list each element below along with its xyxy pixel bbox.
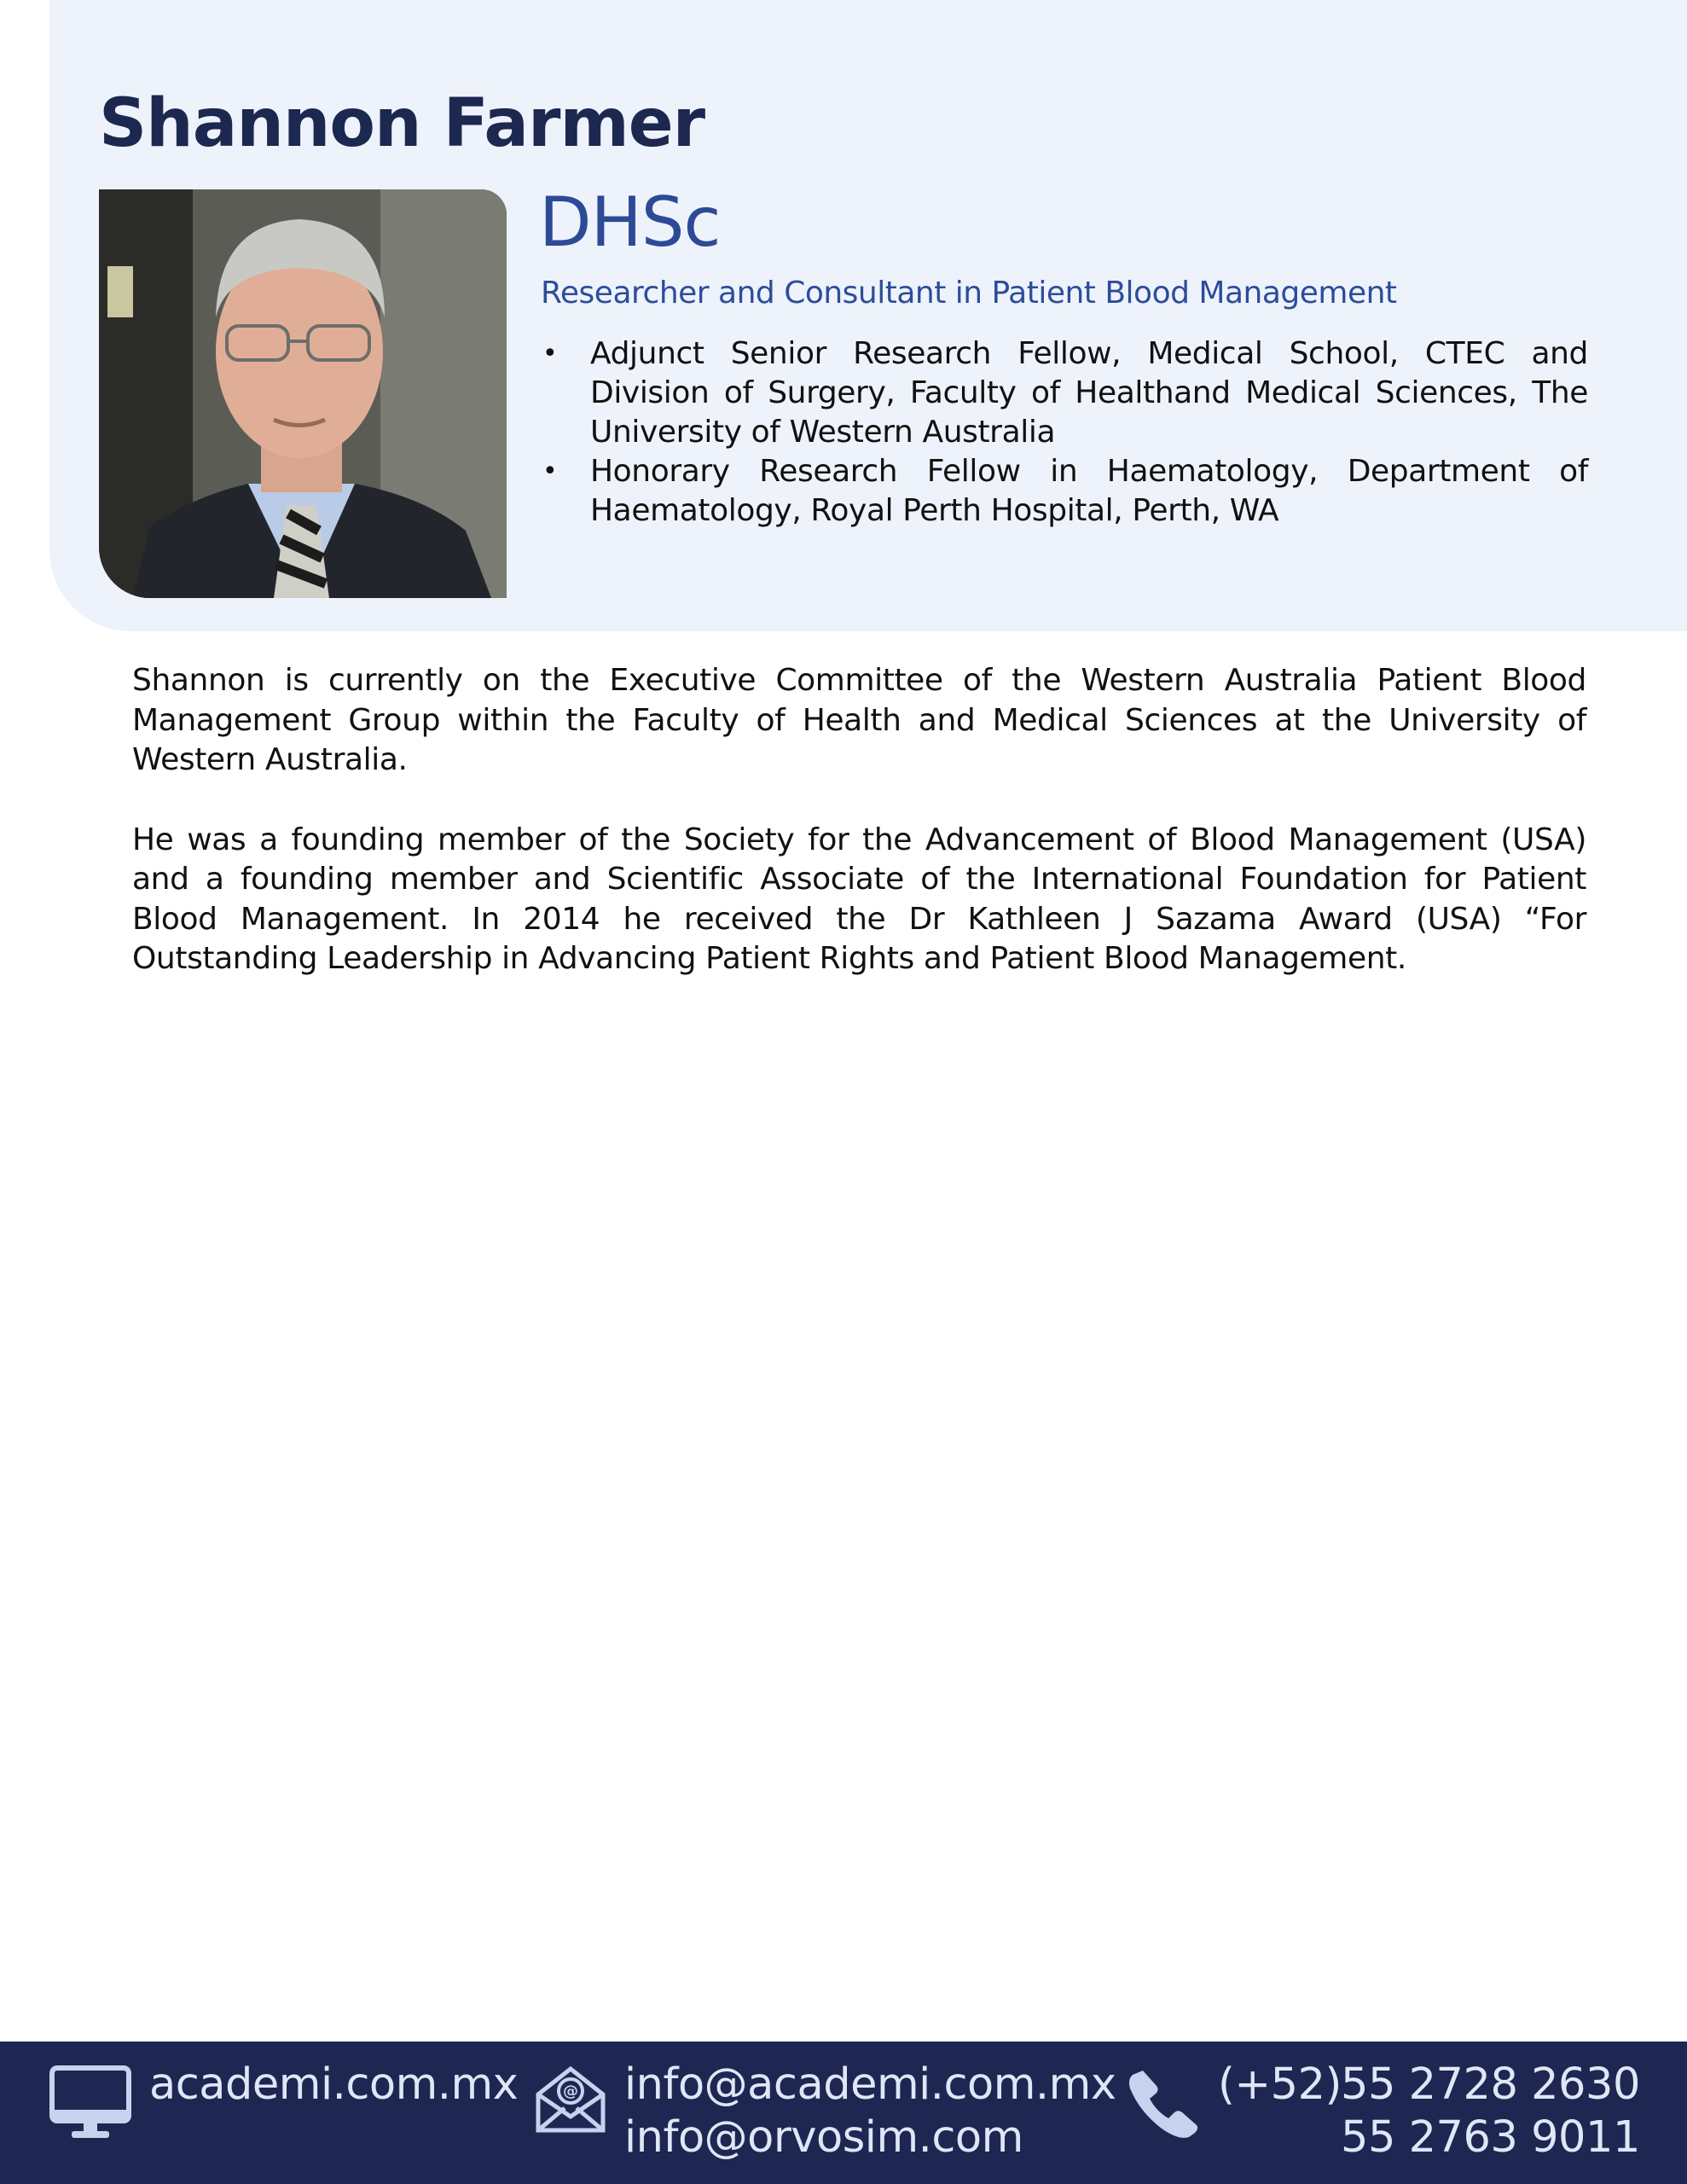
person-name: Shannon Farmer bbox=[99, 85, 705, 162]
bio-paragraph: Shannon is currently on the Executive Committee of the Western Australia Patient Blood Management Group within the Faculty of Health and Medical Sciences at the University of Western Australia. bbox=[132, 663, 1586, 777]
bio-paragraph: He was a founding member of the Society for the Advancement of Blood Management (USA) and a founding member and Scientific Associate of the International Foundation for Patient Blood Management. In 2014 he received the Dr Kathleen J Sazama Award (USA) “For Outstanding Leadership in Advancing Patient Rights and Patient Blood Management. bbox=[132, 822, 1586, 976]
affiliation-item bbox=[539, 452, 1588, 531]
phone-number[interactable]: 55 2763 9011 bbox=[1341, 2112, 1640, 2163]
phone-number[interactable]: 55 2728 2630 bbox=[1341, 2059, 1640, 2110]
affiliation-item bbox=[539, 334, 1588, 452]
svg-text:@: @ bbox=[563, 2082, 578, 2100]
phone-prefix: (+52) bbox=[1218, 2059, 1342, 2110]
computer-monitor-icon bbox=[49, 2065, 131, 2144]
degree-title: DHSc bbox=[539, 183, 721, 262]
envelope-at-icon bbox=[534, 2062, 607, 2139]
bullet: • bbox=[542, 456, 558, 486]
bullet: • bbox=[542, 339, 558, 369]
contact-footer bbox=[0, 2042, 1687, 2184]
website-link[interactable]: academi.com.mx bbox=[149, 2059, 519, 2110]
affiliation-text: Adjunct Senior Research Fellow, Medical School, CTEC and Division of Surgery, Faculty of Healthand Medical Sciences, The University of Western Australia bbox=[590, 336, 1588, 450]
affiliation-text: Honorary Research Fellow in Haematology, Department of Haematology, Royal Perth Hospital, Perth, WA bbox=[590, 454, 1588, 528]
telephone-handset-icon bbox=[1128, 2067, 1199, 2142]
email-link[interactable]: info@orvosim.com bbox=[624, 2112, 1023, 2163]
biography bbox=[132, 661, 1586, 1019]
email-link[interactable]: info@academi.com.mx bbox=[624, 2059, 1116, 2110]
role-subtitle: Researcher and Consultant in Patient Blood Management bbox=[541, 276, 1397, 311]
portrait-photo bbox=[99, 189, 507, 598]
affiliation-list bbox=[539, 334, 1588, 531]
